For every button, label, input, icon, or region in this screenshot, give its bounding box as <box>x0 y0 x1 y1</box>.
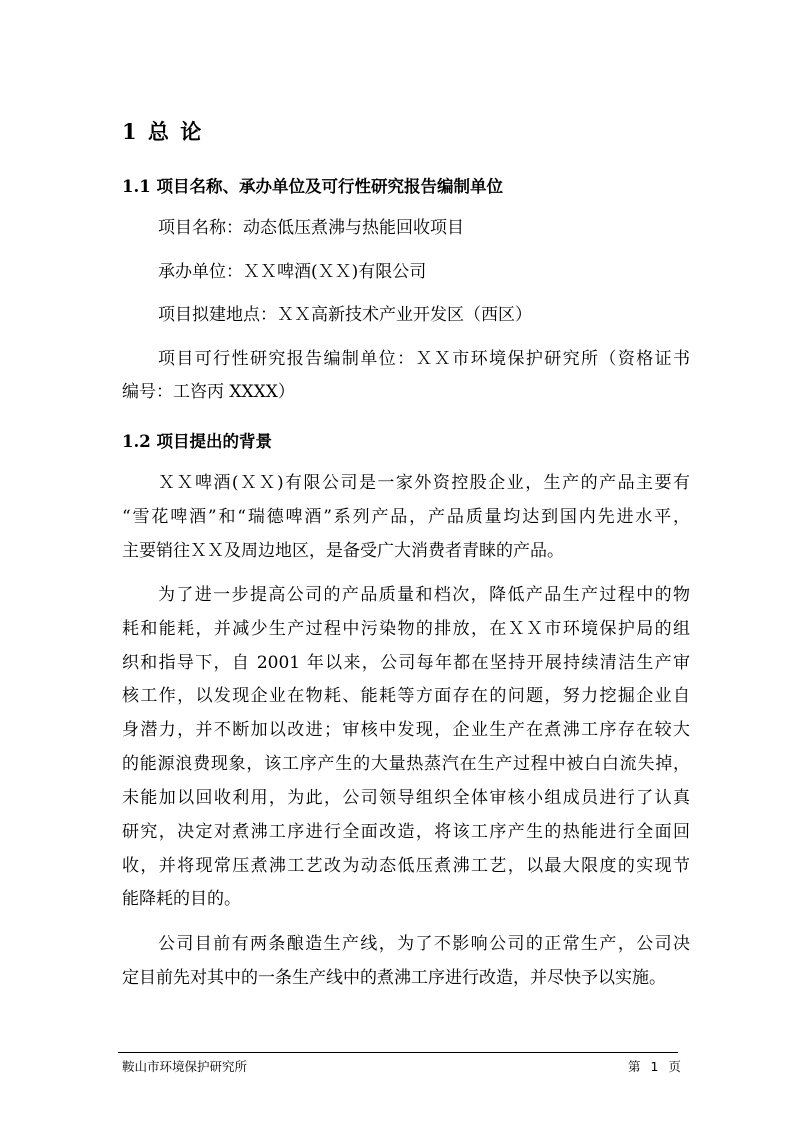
section-heading-1-2: 1.2 项目提出的背景 <box>122 432 272 451</box>
location-line: 项目拟建地点：ＸＸ高新技术产业开发区（西区） <box>158 305 532 325</box>
paragraph-line: 核工作，以发现企业在物耗、能耗等方面存在的问题，努力挖掘企业自 <box>122 686 690 706</box>
paragraph-line: 公司目前有两条酿造生产线，为了不影响公司的正常生产，公司决 <box>158 934 690 954</box>
paragraph-line: 为了进一步提高公司的产品质量和档次，降低产品生产过程中的物 <box>158 585 690 605</box>
paragraph-line: 的能源浪费现象，该工序产生的大量热蒸汽在生产过程中被白白流失掉， <box>122 754 690 774</box>
paragraph-line: 研究，决定对煮沸工序进行全面改造，将该工序产生的热能进行全面回 <box>122 822 690 842</box>
undertaker-line: 承办单位：ＸＸ啤酒(ＸＸ)有限公司 <box>158 262 427 282</box>
chapter-heading: 1 总 论 <box>122 119 204 144</box>
paragraph-line: 织和指导下，自 2001 年以来，公司每年都在坚持开展持续清洁生产审 <box>122 653 690 673</box>
project-name-line: 项目名称：动态低压煮沸与热能回收项目 <box>158 218 464 238</box>
paragraph-line: 主要销往ＸＸ及周边地区，是备受广大消费者青睐的产品。 <box>122 541 564 561</box>
paragraph-line: 定目前先对其中的一条生产线中的煮沸工序进行改造，并尽快予以实施。 <box>122 968 666 988</box>
footer-page-number: 第 1 页 <box>628 1059 681 1074</box>
compiler-line: 项目可行性研究报告编制单位：ＸＸ市环境保护研究所（资格证书 <box>158 349 690 369</box>
footer-organization: 鞍山市环境保护研究所 <box>122 1059 248 1074</box>
paragraph-line: “雪花啤酒”和“瑞德啤酒”系列产品，产品质量均达到国内先进水平， <box>122 507 690 527</box>
paragraph-line: 身潜力，并不断加以改进；审核中发现，企业生产在煮沸工序存在较大 <box>122 720 690 740</box>
compiler-line: 编号：工咨丙 XXXX） <box>122 382 295 402</box>
section-heading-1-1: 1.1 项目名称、承办单位及可行性研究报告编制单位 <box>122 177 503 196</box>
paragraph-line: 耗和能耗，并减少生产过程中污染物的排放，在ＸＸ市环境保护局的组 <box>122 619 690 639</box>
paragraph-line: 收，并将现常压煮沸工艺改为动态低压煮沸工艺，以最大限度的实现节 <box>122 856 690 876</box>
paragraph-line: 未能加以回收利用，为此，公司领导组织全体审核小组成员进行了认真 <box>122 788 690 808</box>
paragraph-line: ＸＸ啤酒(ＸＸ)有限公司是一家外资控股企业，生产的产品主要有 <box>158 473 690 493</box>
paragraph-line: 能降耗的目的。 <box>122 889 241 909</box>
footer-rule <box>118 1052 678 1053</box>
